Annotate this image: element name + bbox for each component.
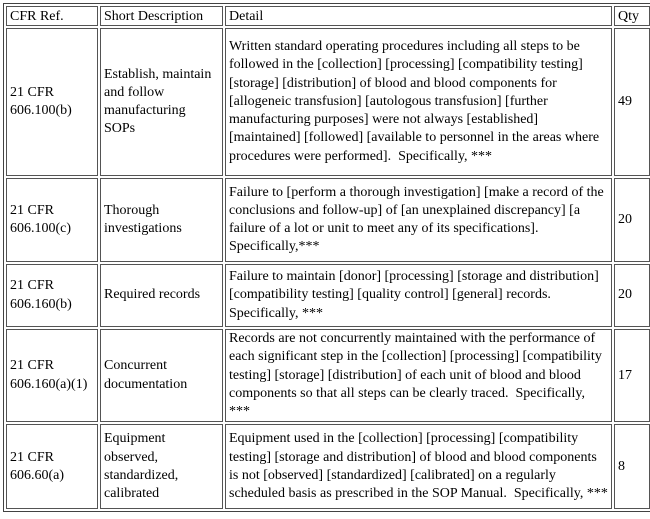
qty-cell: 17 xyxy=(614,329,650,422)
table-row xyxy=(6,178,650,262)
qty-cell: 8 xyxy=(614,424,650,509)
short-description-cell: Required records xyxy=(100,264,223,327)
cfr-ref-cell: 21 CFR 606.100(c) xyxy=(6,178,98,262)
col-header-qty: Qty xyxy=(614,6,650,26)
qty-cell: 20 xyxy=(614,264,650,327)
table-row xyxy=(6,28,650,176)
detail-cell: Failure to maintain [donor] [processing] [storage and distribution] [compatibility testing] [quality control] [general] records. Specifically, *** xyxy=(225,264,612,327)
table-row xyxy=(6,424,650,509)
cfr-citations-table xyxy=(3,3,650,512)
detail-cell: Records are not concurrently maintained with the performance of each significant step in the [collection] [processing] [compatibility testing] [storage] [distribution] of each unit of blood and blood components so that all steps can be clearly traced. Specifically, *** xyxy=(225,329,612,422)
detail-cell: Written standard operating procedures including all steps to be followed in the [collection] [processing] [compatibility testing] [storage] [distribution] of blood and blood components for [allogeneic transfusion] [autologous transfusion] [further manufacturing purposes] were not always [established] [maintained] [followed] [available to personnel in the areas where procedures were performed]. Specifically, *** xyxy=(225,28,612,176)
short-description-cell: Equipment observed, standardized, calibrated xyxy=(100,424,223,509)
cfr-ref-cell: 21 CFR 606.160(b) xyxy=(6,264,98,327)
detail-cell: Failure to [perform a thorough investigation] [make a record of the conclusions and follow-up] of [an unexplained discrepancy] [a failure of a lot or unit to meet any of its specifications]. Specifically,*** xyxy=(225,178,612,262)
short-description-cell: Establish, maintain and follow manufacturing SOPs xyxy=(100,28,223,176)
cfr-ref-cell: 21 CFR 606.160(a)(1) xyxy=(6,329,98,422)
detail-cell: Equipment used in the [collection] [processing] [compatibility testing] [storage and distribution] of blood and blood components is not [observed] [standardized] [calibrated] on a regularly scheduled basis as prescribed in the SOP Manual. Specifically, *** xyxy=(225,424,612,509)
short-description-cell: Concurrent documentation xyxy=(100,329,223,422)
qty-cell: 20 xyxy=(614,178,650,262)
col-header-short-description: Short Description xyxy=(100,6,223,26)
col-header-detail: Detail xyxy=(225,6,612,26)
short-description-cell: Thorough investigations xyxy=(100,178,223,262)
qty-cell: 49 xyxy=(614,28,650,176)
table-row xyxy=(6,329,650,422)
table-row xyxy=(6,264,650,327)
cfr-ref-cell: 21 CFR 606.100(b) xyxy=(6,28,98,176)
cfr-ref-cell: 21 CFR 606.60(a) xyxy=(6,424,98,509)
header-row xyxy=(6,6,650,26)
col-header-cfr-ref: CFR Ref. xyxy=(6,6,98,26)
